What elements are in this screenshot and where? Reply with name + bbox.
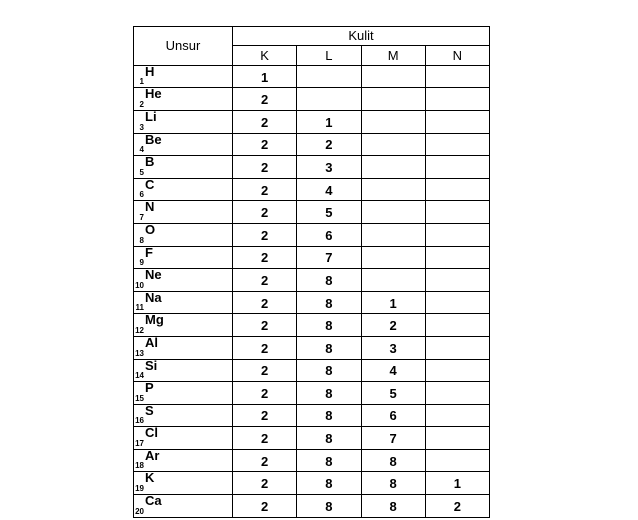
atomic-number: 14 <box>135 371 144 381</box>
shell-header-n: N <box>425 46 489 65</box>
shell-header-l: L <box>297 46 361 65</box>
table-row <box>134 88 490 111</box>
shell-cell-l <box>297 246 361 269</box>
table-row <box>134 269 490 292</box>
element-cell <box>134 404 233 427</box>
element-symbol: Ar <box>145 447 160 463</box>
shell-cell-n <box>425 246 489 269</box>
shell-cell-l <box>297 495 361 518</box>
shell-cell-m <box>361 495 425 518</box>
atomic-number: 2 <box>139 99 144 109</box>
shell-cell-k <box>233 291 297 314</box>
element-cell <box>134 336 233 359</box>
element-symbol: H <box>145 63 155 79</box>
electron-count: 8 <box>325 431 333 447</box>
electron-count: 8 <box>389 498 397 514</box>
electron-count: 2 <box>261 431 269 447</box>
shell-cell-l <box>297 156 361 179</box>
element-symbol: F <box>145 244 153 260</box>
electron-count: 5 <box>389 385 397 401</box>
shell-cell-m <box>361 246 425 269</box>
table-row <box>134 201 490 224</box>
shell-cell-m <box>361 156 425 179</box>
shell-cell-l <box>297 314 361 337</box>
shell-cell-l <box>297 359 361 382</box>
electron-count: 8 <box>325 385 333 401</box>
table-row <box>134 472 490 495</box>
electron-count: 8 <box>325 453 333 469</box>
shell-cell-k <box>233 178 297 201</box>
atomic-number: 6 <box>139 190 144 200</box>
shell-cell-l <box>297 88 361 111</box>
electron-count: 2 <box>261 385 269 401</box>
electron-count: 2 <box>325 137 333 153</box>
electron-count: 8 <box>325 272 333 288</box>
shell-cell-n <box>425 336 489 359</box>
shell-cell-m <box>361 449 425 472</box>
shell-cell-k <box>233 246 297 269</box>
shell-cell-m <box>361 404 425 427</box>
atomic-number: 18 <box>135 461 144 471</box>
element-cell <box>134 382 233 405</box>
electron-count: 8 <box>389 453 397 469</box>
atomic-number: 3 <box>139 122 144 132</box>
element-cell <box>134 88 233 111</box>
shell-cell-k <box>233 156 297 179</box>
shell-cell-m <box>361 291 425 314</box>
electron-count: 1 <box>325 114 333 130</box>
electron-count: 5 <box>325 205 333 221</box>
atomic-number: 15 <box>135 393 144 403</box>
electron-count: 4 <box>325 182 333 198</box>
shell-cell-m <box>361 336 425 359</box>
shell-cell-n <box>425 449 489 472</box>
atomic-number: 5 <box>139 167 144 177</box>
electron-count: 2 <box>261 205 269 221</box>
element-cell <box>134 359 233 382</box>
shell-cell-l <box>297 427 361 450</box>
element-cell <box>134 495 233 518</box>
table-row <box>134 382 490 405</box>
electron-count: 2 <box>261 227 269 243</box>
electron-count: 2 <box>261 114 269 130</box>
element-header <box>134 27 233 66</box>
shell-cell-k <box>233 314 297 337</box>
shell-cell-m <box>361 223 425 246</box>
shell-cell-k <box>233 65 297 88</box>
shell-cell-l <box>297 336 361 359</box>
shell-cell-n <box>425 404 489 427</box>
shell-cell-n <box>425 223 489 246</box>
table-row <box>134 110 490 133</box>
shell-cell-n <box>425 269 489 292</box>
element-symbol: C <box>145 176 155 192</box>
shell-cell-n <box>425 382 489 405</box>
electron-count: 2 <box>261 92 269 108</box>
atomic-number: 12 <box>135 325 144 335</box>
electron-count: 8 <box>325 363 333 379</box>
electron-count: 8 <box>389 476 397 492</box>
shell-cell-k <box>233 223 297 246</box>
table-row <box>134 291 490 314</box>
shell-cell-l <box>297 110 361 133</box>
shell-cell-k <box>233 427 297 450</box>
electron-count: 2 <box>261 159 269 175</box>
shell-cell-l <box>297 269 361 292</box>
element-header-label: Unsur <box>165 37 201 53</box>
shell-group-label: Kulit <box>348 28 374 44</box>
electron-count: 2 <box>261 476 269 492</box>
shell-cell-l <box>297 133 361 156</box>
shell-cell-k <box>233 133 297 156</box>
shell-header-m: M <box>361 46 425 65</box>
element-cell <box>134 246 233 269</box>
electron-count: 2 <box>261 318 269 334</box>
shell-cell-n <box>425 201 489 224</box>
atomic-number: 4 <box>139 145 144 155</box>
element-cell <box>134 178 233 201</box>
electron-count: 1 <box>261 69 269 85</box>
electron-count: 7 <box>389 431 397 447</box>
element-cell <box>134 65 233 88</box>
element-symbol: Na <box>145 289 162 305</box>
atomic-number: 8 <box>139 235 144 245</box>
shell-cell-n <box>425 178 489 201</box>
electron-count: 8 <box>325 340 333 356</box>
element-symbol: Be <box>145 131 162 147</box>
shell-cell-m <box>361 88 425 111</box>
element-symbol: B <box>145 154 155 170</box>
element-cell <box>134 291 233 314</box>
element-symbol: K <box>145 470 155 486</box>
electron-count: 2 <box>261 272 269 288</box>
shell-cell-n <box>425 291 489 314</box>
table-row <box>134 65 490 88</box>
atomic-number: 17 <box>135 438 144 448</box>
atomic-number: 16 <box>135 416 144 426</box>
electron-count: 4 <box>389 363 397 379</box>
shell-cell-l <box>297 291 361 314</box>
element-cell <box>134 110 233 133</box>
shell-cell-k <box>233 110 297 133</box>
electron-count: 2 <box>261 453 269 469</box>
element-symbol: Ne <box>145 267 162 283</box>
electron-count: 2 <box>261 250 269 266</box>
element-symbol: N <box>145 199 155 215</box>
shell-cell-l <box>297 65 361 88</box>
element-cell <box>134 449 233 472</box>
shell-cell-l <box>297 404 361 427</box>
shell-cell-n <box>425 359 489 382</box>
shell-cell-m <box>361 314 425 337</box>
element-cell <box>134 223 233 246</box>
table-row <box>134 314 490 337</box>
shell-cell-l <box>297 201 361 224</box>
shell-cell-m <box>361 269 425 292</box>
shell-cell-n <box>425 156 489 179</box>
table-row <box>134 223 490 246</box>
table-row <box>134 336 490 359</box>
atomic-number: 19 <box>135 484 144 494</box>
shell-header-k: K <box>233 46 297 65</box>
element-cell <box>134 269 233 292</box>
shell-cell-n <box>425 314 489 337</box>
element-symbol: He <box>145 86 162 102</box>
electron-count: 2 <box>261 363 269 379</box>
electron-count: 1 <box>453 476 461 492</box>
shell-cell-k <box>233 336 297 359</box>
element-symbol: Al <box>145 334 158 350</box>
electron-count: 8 <box>325 498 333 514</box>
table-row <box>134 495 490 518</box>
shell-cell-l <box>297 449 361 472</box>
shell-cell-k <box>233 495 297 518</box>
atomic-number: 7 <box>139 212 144 222</box>
element-cell <box>134 201 233 224</box>
electron-count: 1 <box>389 295 397 311</box>
electron-count: 3 <box>389 340 397 356</box>
shell-cell-l <box>297 382 361 405</box>
element-symbol: S <box>145 402 154 418</box>
shell-cell-k <box>233 269 297 292</box>
element-symbol: O <box>145 221 156 237</box>
shell-cell-m <box>361 110 425 133</box>
shell-cell-l <box>297 178 361 201</box>
electron-count: 2 <box>261 137 269 153</box>
shell-cell-k <box>233 404 297 427</box>
shell-cell-m <box>361 382 425 405</box>
electron-count: 2 <box>389 318 397 334</box>
electron-count: 2 <box>261 340 269 356</box>
element-cell <box>134 472 233 495</box>
header-row-top <box>134 27 490 46</box>
atomic-number: 13 <box>135 348 144 358</box>
table-row <box>134 427 490 450</box>
shell-cell-m <box>361 178 425 201</box>
electron-count: 2 <box>261 295 269 311</box>
element-cell <box>134 133 233 156</box>
shell-cell-k <box>233 449 297 472</box>
atomic-number: 10 <box>135 280 144 290</box>
element-symbol: Ca <box>145 493 162 509</box>
shell-group-header <box>233 27 490 46</box>
shell-cell-m <box>361 472 425 495</box>
electron-count: 8 <box>325 318 333 334</box>
shell-cell-k <box>233 201 297 224</box>
shell-cell-n <box>425 427 489 450</box>
table-row <box>134 449 490 472</box>
table-row <box>134 359 490 382</box>
shell-cell-m <box>361 133 425 156</box>
electron-configuration-table <box>133 26 490 518</box>
shell-cell-k <box>233 88 297 111</box>
electron-count: 6 <box>325 227 333 243</box>
atomic-number: 11 <box>135 303 144 313</box>
electron-count: 8 <box>325 295 333 311</box>
element-cell <box>134 156 233 179</box>
element-symbol: Mg <box>145 312 164 328</box>
shell-cell-k <box>233 382 297 405</box>
electron-count: 2 <box>261 408 269 424</box>
element-symbol: Si <box>145 357 158 373</box>
shell-cell-n <box>425 65 489 88</box>
table-row <box>134 133 490 156</box>
shell-cell-n <box>425 495 489 518</box>
electron-count: 2 <box>453 498 461 514</box>
shell-cell-l <box>297 223 361 246</box>
element-cell <box>134 314 233 337</box>
shell-cell-m <box>361 201 425 224</box>
element-symbol: Li <box>145 108 157 124</box>
shell-cell-l <box>297 472 361 495</box>
shell-cell-n <box>425 133 489 156</box>
table-row <box>134 404 490 427</box>
shell-cell-k <box>233 359 297 382</box>
electron-count: 2 <box>261 498 269 514</box>
shell-cell-m <box>361 359 425 382</box>
electron-count: 2 <box>261 182 269 198</box>
electron-count: 7 <box>325 250 333 266</box>
shell-cell-m <box>361 427 425 450</box>
electron-count: 6 <box>389 408 397 424</box>
atomic-number: 9 <box>139 258 144 268</box>
electron-count: 8 <box>325 476 333 492</box>
electron-count: 3 <box>325 159 333 175</box>
element-symbol: Cl <box>145 425 158 441</box>
shell-cell-n <box>425 88 489 111</box>
shell-cell-n <box>425 110 489 133</box>
shell-cell-n <box>425 472 489 495</box>
element-symbol: P <box>145 380 154 396</box>
atomic-number: 1 <box>139 77 144 87</box>
table-body <box>134 65 490 517</box>
shell-cell-k <box>233 472 297 495</box>
table-row <box>134 156 490 179</box>
atomic-number: 20 <box>135 506 144 516</box>
element-cell <box>134 427 233 450</box>
table-row <box>134 246 490 269</box>
shell-cell-m <box>361 65 425 88</box>
table-row <box>134 178 490 201</box>
electron-count: 8 <box>325 408 333 424</box>
